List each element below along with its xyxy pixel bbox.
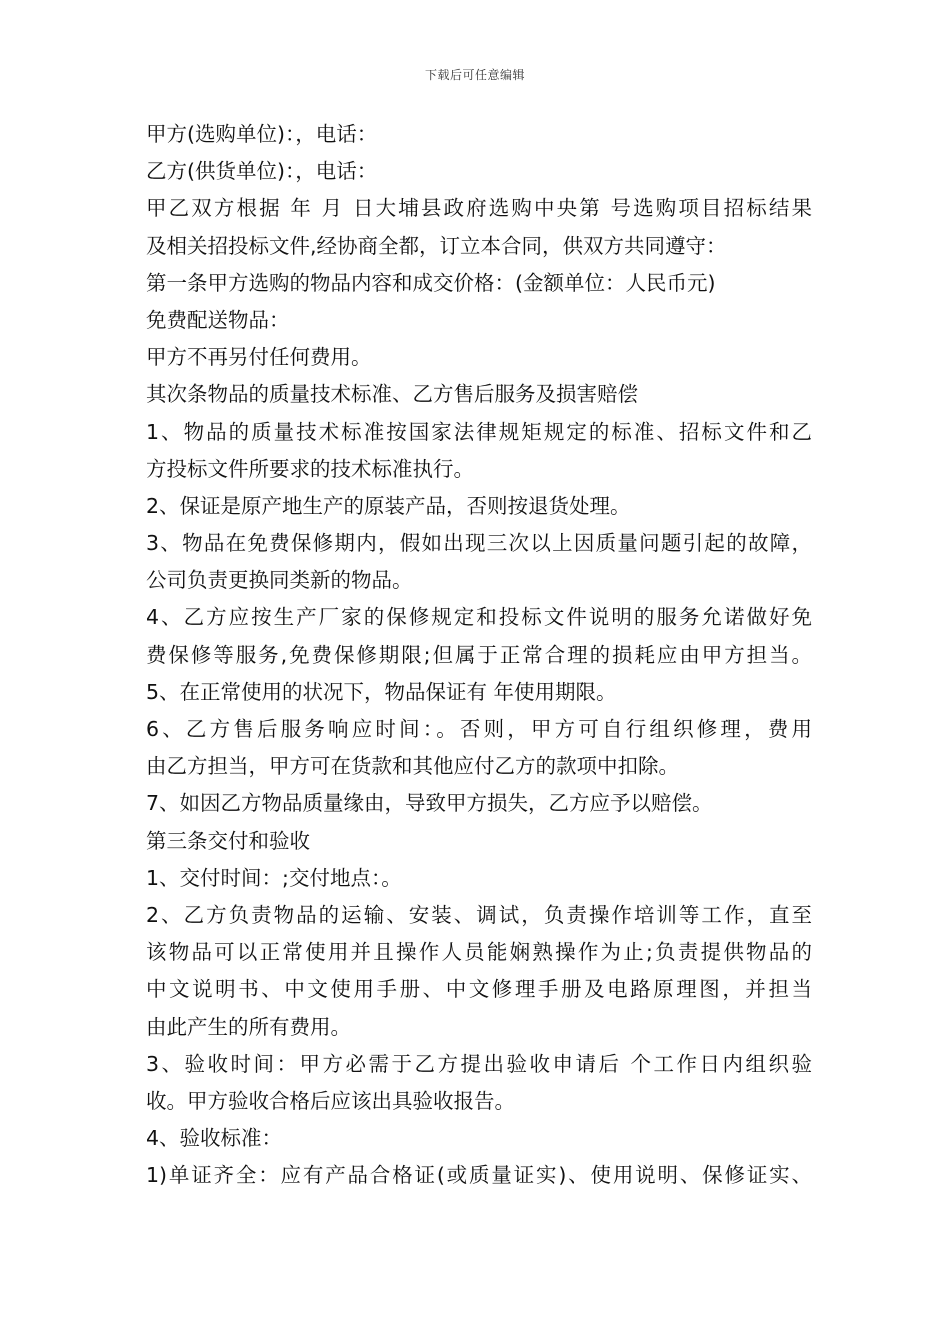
text-line: 1)单证齐全：应有产品合格证(或质量证实)、使用说明、保修证实、 bbox=[146, 1163, 812, 1188]
text-line: 第一条甲方选购的物品内容和成交价格：(金额单位：人民币元) bbox=[146, 270, 716, 295]
page-header: 下载后可任意编辑 bbox=[424, 68, 525, 82]
text-line: 2、乙方负责物品的运输、安装、调试，负责操作培训等工作，直至 bbox=[146, 902, 812, 927]
text-line: 第三条交付和验收 bbox=[146, 828, 310, 853]
text-line: 甲方(选购单位)：，电话： bbox=[146, 122, 378, 146]
text-line: 1、交付时间：;交付地点：。 bbox=[146, 865, 402, 890]
text-line: 费保修等服务,免费保修期限;但属于正常合理的损耗应由甲方担当。 bbox=[146, 642, 812, 667]
text-line: 4、乙方应按生产厂家的保修规定和投标文件说明的服务允诺做好免 bbox=[146, 605, 812, 630]
text-line: 甲方不再另付任何费用。 bbox=[146, 345, 372, 370]
text-line: 由此产生的所有费用。 bbox=[146, 1014, 351, 1039]
text-line: 3、物品在免费保修期内，假如出现三次以上因质量问题引起的故障， bbox=[146, 531, 812, 556]
text-line: 及相关招投标文件,经协商全都，订立本合同，供双方共同遵守： bbox=[146, 233, 727, 258]
text-line: 公司负责更换同类新的物品。 bbox=[146, 568, 413, 593]
text-line: 3、验收时间：甲方必需于乙方提出验收申请后 个工作日内组织验 bbox=[146, 1051, 812, 1076]
text-line: 甲乙双方根据 年 月 日大埔县政府选购中央第 号选购项目招标结果 bbox=[146, 196, 812, 221]
text-line: 7、如因乙方物品质量缘由，导致甲方损失，乙方应予以赔偿。 bbox=[146, 791, 713, 816]
text-line: 4、验收标准： bbox=[146, 1126, 283, 1151]
text-line: 其次条物品的质量技术标准、乙方售后服务及损害赔偿 bbox=[146, 382, 638, 407]
text-line: 方投标文件所要求的技术标准执行。 bbox=[146, 456, 474, 481]
text-line: 该物品可以正常使用并且操作人员能娴熟操作为止;负责提供物品的 bbox=[146, 940, 812, 965]
text-line: 由乙方担当，甲方可在货款和其他应付乙方的款项中扣除。 bbox=[146, 754, 679, 779]
text-line: 乙方(供货单位)：，电话： bbox=[146, 159, 378, 184]
contract-body bbox=[146, 116, 812, 1194]
text-line: 免费配送物品： bbox=[146, 307, 290, 332]
text-line: 1、物品的质量技术标准按国家法律规矩规定的标准、招标文件和乙 bbox=[146, 419, 812, 444]
text-line: 6、乙方售后服务响应时间：。否则，甲方可自行组织修理，费用 bbox=[146, 717, 812, 741]
text-line: 收。甲方验收合格后应该出具验收报告。 bbox=[146, 1088, 515, 1113]
text-line: 中文说明书、中文使用手册、中文修理手册及电路原理图，并担当 bbox=[146, 977, 812, 1002]
text-line: 2、保证是原产地生产的原装产品，否则按退货处理。 bbox=[146, 493, 631, 518]
text-line: 5、在正常使用的状况下，物品保证有 年使用期限。 bbox=[146, 679, 617, 704]
